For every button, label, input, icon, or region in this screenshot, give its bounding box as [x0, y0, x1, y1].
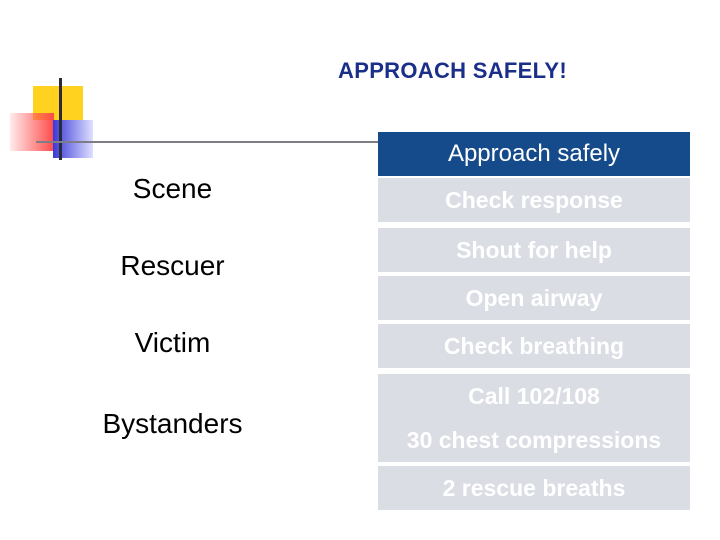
logo-red-square: [10, 113, 54, 151]
logo-vertical-line: [59, 78, 62, 160]
step-check-breathing: Check breathing: [378, 324, 690, 368]
step-open-airway: Open airway: [378, 276, 690, 320]
category-rescuer: Rescuer: [120, 250, 225, 281]
category-scene: Scene: [132, 173, 213, 204]
step-shout-for-help: Shout for help: [378, 228, 690, 272]
step-check-response: Check response: [378, 178, 690, 222]
step-chest-compressions: 30 chest compressions: [378, 418, 690, 462]
step-rescue-breaths: 2 rescue breaths: [378, 466, 690, 510]
slide-title: APPROACH SAFELY!: [338, 58, 567, 83]
step-approach-safely: Approach safely: [378, 132, 690, 176]
category-victim: Victim: [134, 327, 211, 358]
category-bystanders: Bystanders: [102, 408, 243, 439]
step-call-number: Call 102/108: [378, 374, 690, 418]
